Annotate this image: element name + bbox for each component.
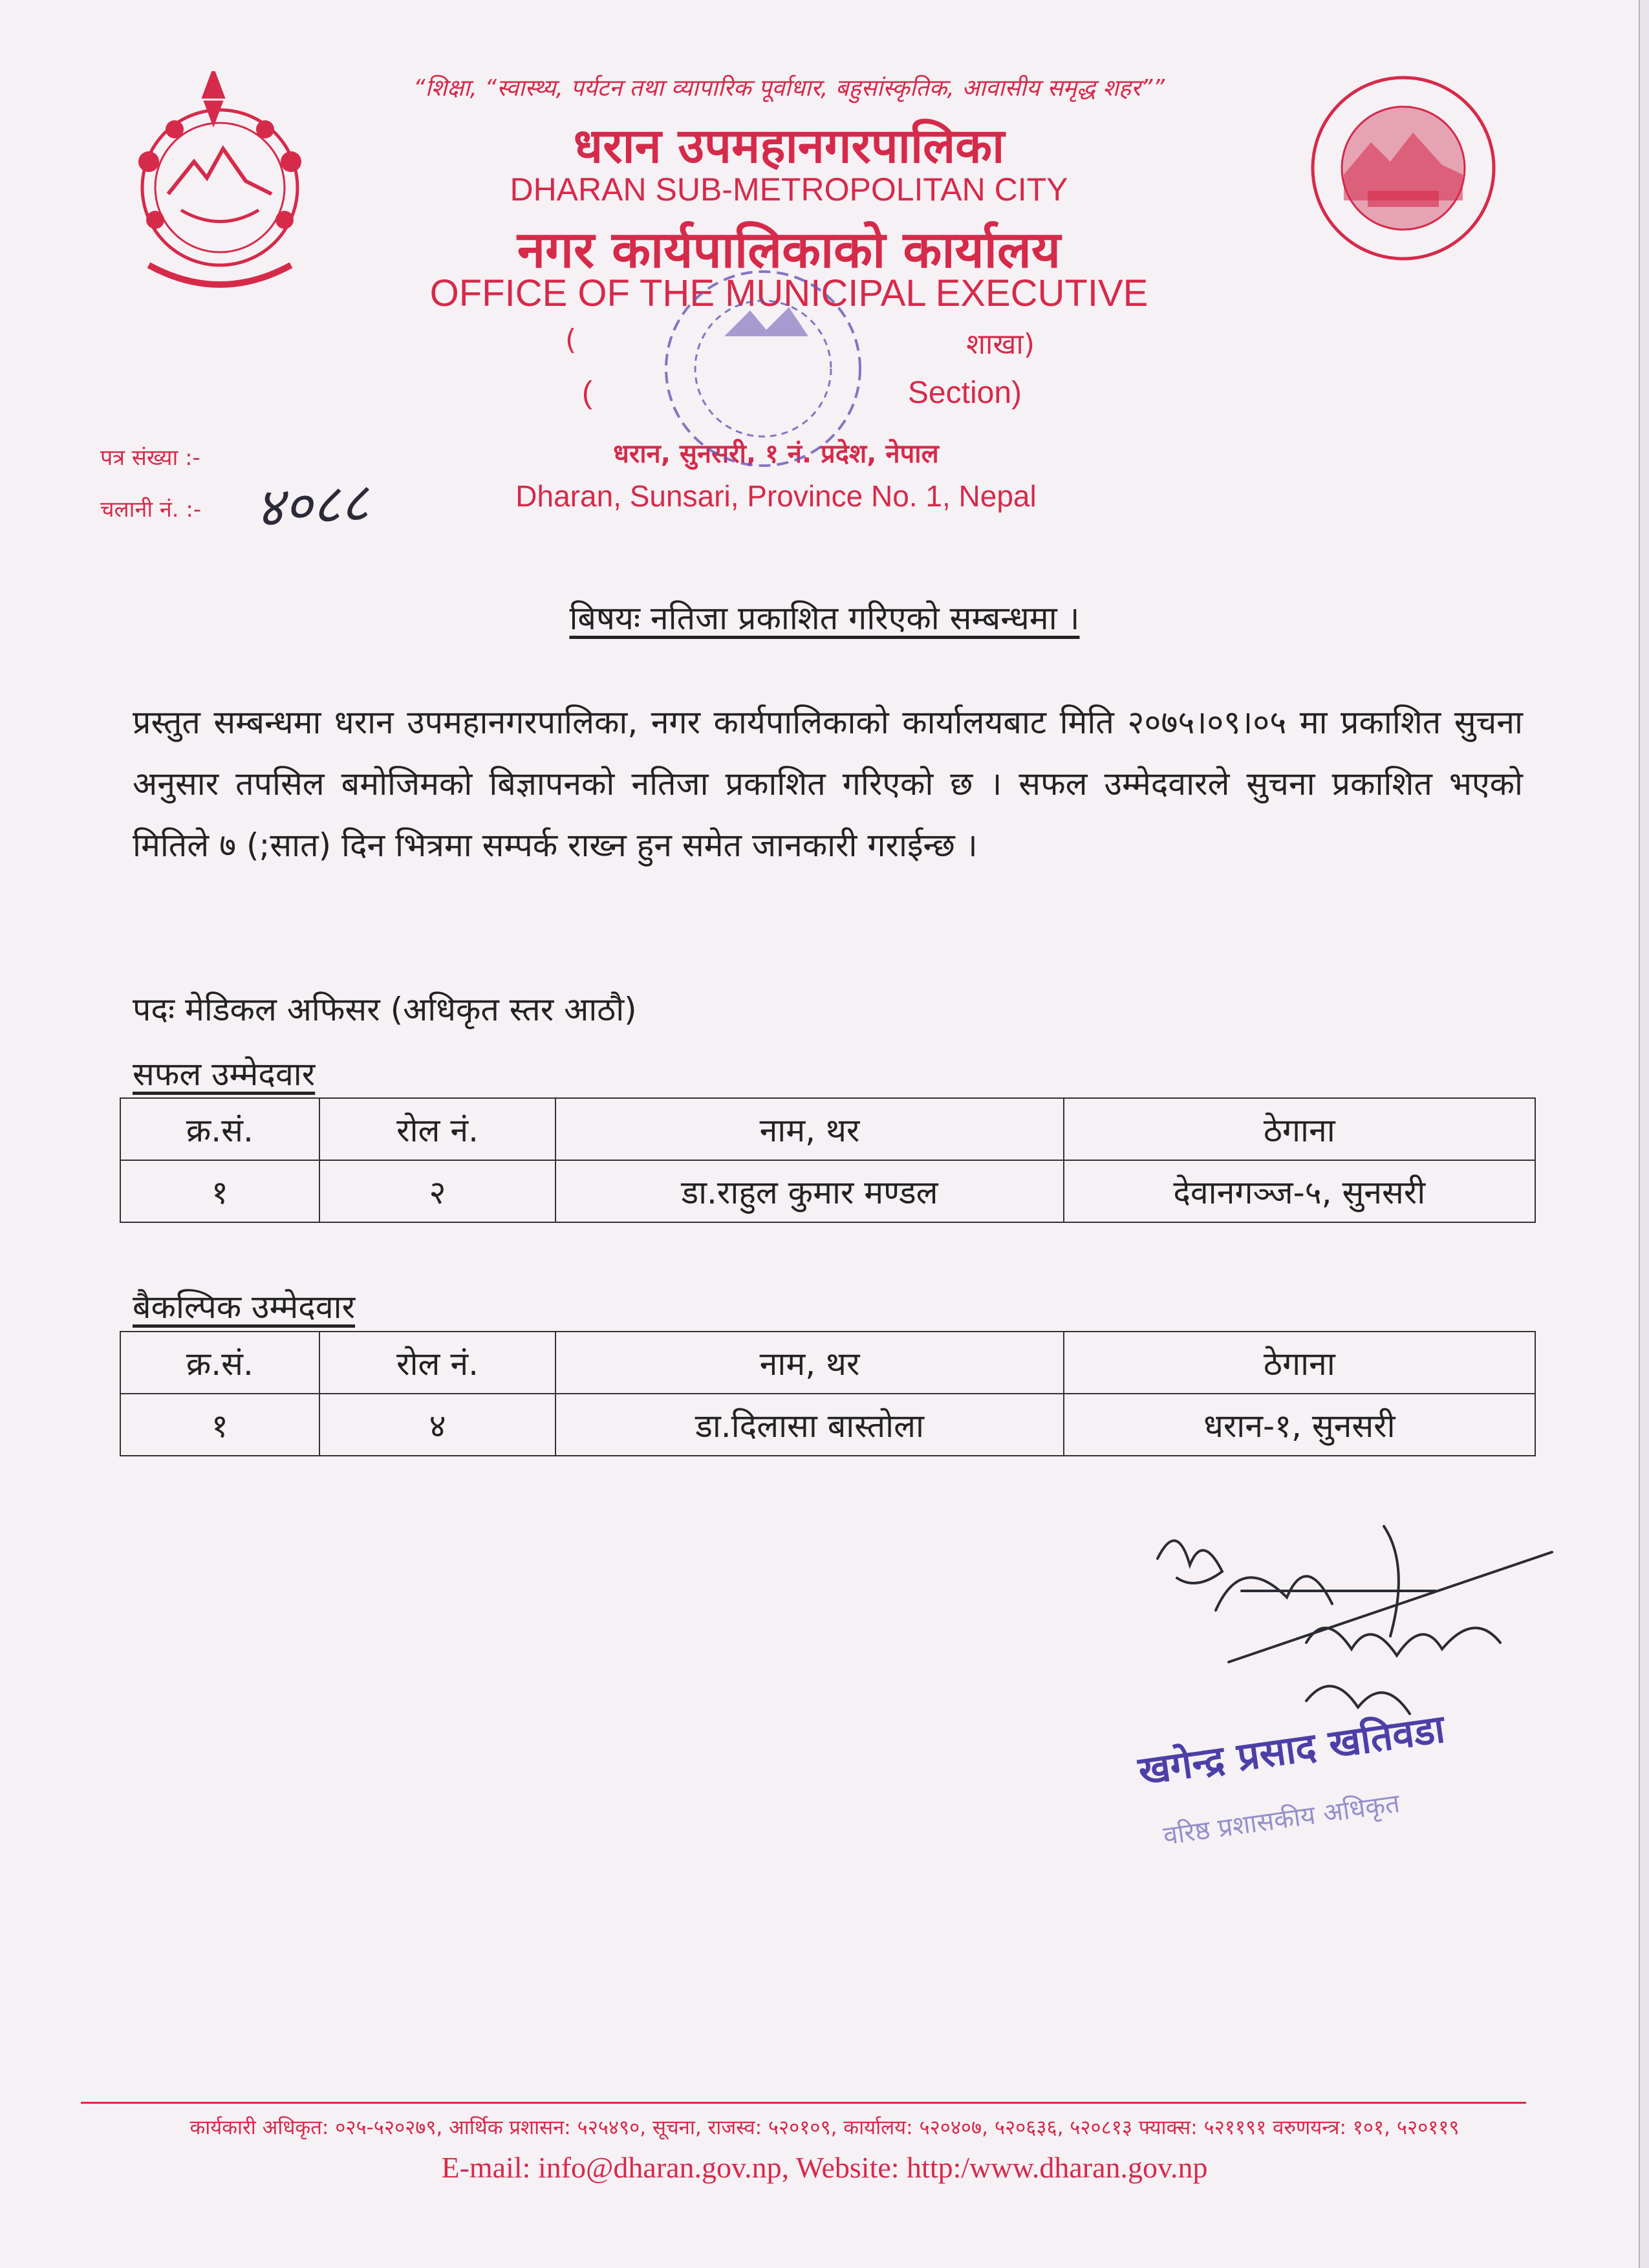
name-stamp bbox=[1135, 1706, 1497, 1888]
stamp-title: वरिष्ठ प्रशासकीय अधिकृत bbox=[1161, 1788, 1402, 1852]
cell-serial: १ bbox=[120, 1160, 319, 1222]
branch-open-paren: ( bbox=[565, 323, 577, 356]
office-round-stamp bbox=[653, 259, 873, 479]
footer-divider bbox=[81, 2102, 1526, 2104]
letter-number-label: पत्र संख्या :- bbox=[100, 445, 200, 471]
footer-phone-numbers: कार्यकारी अधिकृत: ०२५-५२०२७९, आर्थिक प्रशासन: ५२५४९०, सूचना, राजस्व: ५२०१०९, कार्यालय: ५२०४०७, ५२०६३६, ५२०८१३ फ्याक्स: ५२११९१ वरुणयन्त्र: १०१, ५२०११९ bbox=[189, 2116, 1460, 2139]
nepal-emblem bbox=[110, 71, 330, 291]
col-address: ठेगाना bbox=[1064, 1098, 1535, 1160]
dispatch-number-label: चलानी नं. :- bbox=[100, 497, 202, 523]
alternate-candidate-heading: बैकल्पिक उम्मेदवार bbox=[133, 1288, 356, 1326]
subject-line bbox=[0, 595, 1649, 639]
body-paragraph: प्रस्तुत सम्बन्धमा धरान उपमहानगरपालिका, नगर कार्यपालिकाको कार्यालयबाट मिति २०७५।०९।०५ मा प्रकाशित सुचना अनुसार तपसिल बमोजिमको बिज्ञापनको नतिजा प्रकाशित गरिएको छ । सफल उम्मेदवारले सुचना प्रकाशित भएको मितिले ७ (;सात) दिन भित्रमा सम्पर्क राख्न हुन समेत जानकारी गराईन्छ । bbox=[133, 704, 1523, 864]
cell-name: डा.दिलासा बास्तोला bbox=[555, 1394, 1063, 1456]
cell-address: देवानगञ्ज-५, सुनसरी bbox=[1064, 1160, 1535, 1222]
cell-roll: ४ bbox=[319, 1394, 556, 1456]
cell-address: धरान-१, सुनसरी bbox=[1064, 1394, 1535, 1456]
address-english: Dharan, Sunsari, Province No. 1, Nepal bbox=[515, 479, 1037, 513]
post-title: पदः मेडिकल अफिसर (अधिकृत स्तर आठौ) bbox=[133, 991, 637, 1028]
stamp-name: खगेन्द्र प्रसाद खतिवडा bbox=[1136, 1706, 1448, 1795]
col-serial: क्र.सं. bbox=[120, 1332, 319, 1394]
table-row bbox=[120, 1394, 1535, 1456]
col-address: ठेगाना bbox=[1064, 1332, 1535, 1394]
footer-contact: E-mail: info@dharan.gov.np, Website: http:/www.dharan.gov.np bbox=[441, 2151, 1208, 2184]
city-seal bbox=[1306, 71, 1500, 265]
col-roll: रोल नं. bbox=[319, 1098, 556, 1160]
address-nepali: धरान, सुनसरी, १ नं. प्रदेश, नेपाल bbox=[613, 439, 939, 469]
reference-labels bbox=[100, 432, 201, 535]
col-serial: क्र.सं. bbox=[120, 1098, 319, 1160]
cell-roll: २ bbox=[319, 1160, 556, 1222]
cell-serial: १ bbox=[120, 1394, 319, 1456]
subject-text: बिषयः नतिजा प्रकाशित गरिएको सम्बन्धमा । bbox=[569, 599, 1080, 637]
branch-label: शाखा) bbox=[966, 328, 1035, 361]
table-header-row bbox=[120, 1098, 1535, 1160]
col-roll: रोल नं. bbox=[319, 1332, 556, 1394]
successful-candidate-table bbox=[120, 1097, 1536, 1223]
dispatch-number-value: ४०८८ bbox=[253, 470, 371, 540]
office-name-nepali: नगर कार्यपालिकाको कार्यालय bbox=[517, 221, 1061, 279]
office-name-english: OFFICE OF THE MUNICIPAL EXECUTIVE bbox=[429, 272, 1148, 314]
section-label: Section) bbox=[907, 376, 1022, 410]
municipality-name-english: DHARAN SUB-METROPOLITAN CITY bbox=[510, 171, 1068, 208]
successful-candidate-heading: सफल उम्मेदवार bbox=[133, 1055, 316, 1093]
cell-name: डा.राहुल कुमार मण्डल bbox=[555, 1160, 1063, 1222]
municipal-slogan: “शिक्षा, “स्वास्थ्य, पर्यटन तथा व्यापारिक पूर्वाधार, बहुसांस्कृतिक, आवासीय समृद्ध शहर”” bbox=[413, 75, 1165, 102]
col-name: नाम, थर bbox=[555, 1332, 1063, 1394]
municipality-name-nepali: धरान उपमहानगरपालिका bbox=[573, 118, 1005, 174]
alternate-candidate-table bbox=[120, 1331, 1536, 1456]
table-row bbox=[120, 1160, 1535, 1222]
col-name: नाम, थर bbox=[555, 1098, 1063, 1160]
page-edge bbox=[1639, 0, 1649, 2268]
section-open-paren: ( bbox=[582, 376, 592, 410]
table-header-row bbox=[120, 1332, 1535, 1394]
